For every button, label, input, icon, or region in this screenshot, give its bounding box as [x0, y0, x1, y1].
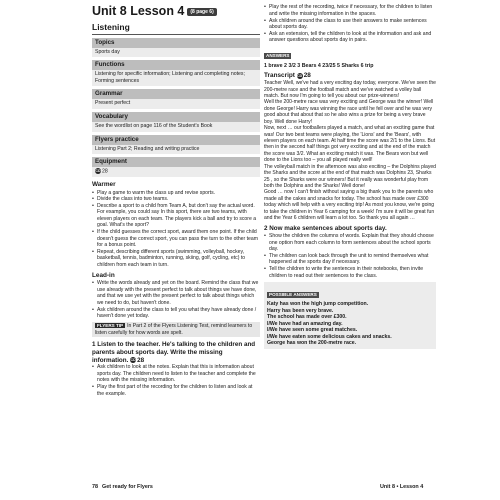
task-1-track: 28: [137, 356, 145, 364]
list-item: • Divide the class into two teams.: [92, 196, 260, 202]
footer-left: [92, 484, 153, 491]
list-item: • Repeat, describing different sports (swimming, volleyball, hockey, basketball, tennis, badminton, running, skiing, golf, cycling, etc) to children from each team in turn.: [92, 249, 260, 268]
transcript-body: [264, 80, 436, 221]
list-item: • Ask children to look at the notes. Explain that this is information about sports day. The children need to listen to the teacher and complete the notes with the missing information.: [92, 364, 260, 383]
info-box-head: Equipment: [92, 157, 260, 167]
equipment-track: 28: [102, 168, 108, 175]
answer-line: I/We have seen some great matches.: [267, 327, 358, 334]
left-column: [92, 4, 260, 397]
flyers-tip-box: [92, 322, 260, 337]
book-title: Get ready for Flyers: [102, 484, 153, 490]
answer-line: The school has made over £300.: [267, 314, 347, 321]
flyers-tip-text: In Part 2 of the Flyers Listening Test, remind learners to listen carefully for how words are spelt.: [95, 323, 253, 336]
transcript-paragraph: Well the 200-metre race was very exciting and George was the winner! Well done George! Harry was winning the race until he fell over and he was very good about that about that so he also wins a prize for being a very brave boy. Well done Harry!: [264, 99, 434, 125]
possible-answers-box: [264, 282, 436, 349]
right-column: [264, 4, 436, 349]
warmer-heading: Warmer: [92, 181, 116, 189]
info-box-body: Sports day: [95, 48, 120, 55]
cd-icon: CD: [297, 73, 303, 78]
info-box-body: Listening for specific information; Listening and completing notes; Forming sentences: [95, 71, 245, 84]
list-item: • Play the rest of the recording, twice if necessary, for the children to listen and write the missing information in the spaces.: [264, 4, 436, 17]
transcript-paragraph: Good … now I can't finish without saying a big thank you to the parents who made all the cakes and snacks for today. The school has made over £300 today which will help with a very exciting trip! As most you know, we're going to take the children in Year 6 camping for a week! I'm sure it will be great fun and the Year 6 children will learn a lot too. So thank you all again …: [264, 189, 435, 222]
title-divider: [92, 34, 260, 35]
page-number: 78: [92, 484, 98, 490]
list-item: • Ask an extension, tell the children to look at the information and ask and answer questions about sports day in pairs.: [264, 31, 436, 44]
answers-text: 1 brave 2 3/2 3 Bears 4 23/25 5 Sharks 6 trip: [264, 62, 374, 69]
answer-line: Harry has been very brave.: [267, 307, 334, 314]
info-box-head: Functions: [92, 60, 260, 70]
info-box-head: Flyers practice: [92, 135, 260, 145]
warmer-list: [92, 190, 260, 269]
info-box-topics: [92, 38, 260, 58]
task-1-list: [92, 364, 260, 397]
footer-right: Unit 8 • Lesson 4: [380, 484, 424, 490]
task-1-heading: 1 Listen to the teacher. He's talking to the children and parents about sports day. Write the missing information. CD28: [92, 341, 256, 364]
transcript-track: 28: [303, 72, 311, 80]
task-1-continued-list: [264, 4, 436, 43]
info-box-head: Topics: [92, 38, 260, 48]
answer-line: I/We have eaten some delicious cakes and snacks.: [267, 333, 392, 340]
transcript-paragraph: Now, next … our footballers played a match, and what an exciting game that was! Our two best teams were playing, the 'Lions' and the 'Bears', with eleven players on each team. At half time the score was 2/1 to the Lions. But then in the second half things got very exciting and at the end of the match the score was 3/2. What an exciting match it was. The Bears won but well done to the Lions too – you all played really well!: [264, 125, 436, 164]
transcript-paragraph: The volleyball match in the afternoon was also exciting – the Dolphins played the Sharks and the score at the end of that match was Dolphins 23, Sharks 25 , so the Sharks were our winners! But it really was wonderful play from both the Dolphins and the Sharks! Well done!: [264, 163, 436, 189]
info-box-body: Present perfect: [95, 100, 131, 107]
info-box-grammar: [92, 89, 260, 109]
cd-icon: CD: [95, 169, 101, 174]
answer-line: George has won the 200-metre race.: [267, 340, 357, 347]
leadin-heading: Lead-in: [92, 272, 115, 280]
info-box-body: Listening Part 2; Reading and writing practice: [95, 145, 200, 152]
task-2-heading: 2 Now make sentences about sports day.: [264, 225, 387, 233]
answer-line: Katy has won the high jump competition.: [267, 301, 369, 308]
list-item: • Write the words already and yet on the board. Remind the class that we use already with the present perfect to talk about things we have done, and that we use yet with the present perfect to talk about things which we need to do, but haven't done.: [92, 280, 260, 306]
answers-tag: ANSWERS: [266, 52, 290, 58]
list-item: • Ask children around the class to use their answers to make sentences about sports day.: [264, 18, 436, 31]
list-item: • Describe a sport to a child from Team A, but don't say the actual word. For example, you could say In this sport, there are two teams, with eleven players on each team. The players kick a ball and try to score a goal. What's the sport?: [92, 203, 260, 229]
task-2-list: [264, 233, 436, 279]
info-box-body: [92, 167, 260, 177]
possible-answers-tag: POSSIBLE ANSWERS: [269, 292, 317, 298]
list-item: • Play a game to warm the class up and revise sports.: [92, 190, 260, 196]
lesson-subtitle: Listening: [92, 21, 130, 32]
answer-line: I/We have had an amazing day.: [267, 320, 343, 327]
possible-answers-lines: [267, 301, 433, 347]
pages-badge: (8 page 6): [187, 8, 216, 16]
transcript-paragraph: Teacher Well, we've had a very exciting day today, everyone. We've seen the 200-metre race and the football match and we've watched a volley ball match. But now I'm going to tell you about our prize-winners!: [264, 80, 436, 100]
info-box-equipment: [92, 157, 260, 177]
lesson-title: Unit 8 Lesson 4 (8 page 6): [92, 4, 260, 19]
list-item: • The children can look back through the unit to remind themselves what happened at the sports day if necessary.: [264, 253, 436, 266]
info-box-body: See the wordlist on page 116 of the Student's Book: [95, 123, 213, 130]
info-box-vocabulary: [92, 112, 260, 132]
list-item: • If the child guesses the correct sport, award them one point. If the child doesn't guess the correct sport, you can pass the turn to the other team for a bonus point.: [92, 229, 260, 248]
info-box-head: Vocabulary: [92, 112, 260, 122]
info-box-functions: [92, 60, 260, 86]
list-item: • Play the first part of the recording for the children to listen and look at the example.: [92, 384, 260, 397]
list-item: • Show the children the columns of words. Explain that they should choose one option from each column to form sentences about the school sports day.: [264, 233, 436, 252]
info-box-flyers-practice: [92, 135, 260, 155]
leadin-list: [92, 280, 260, 319]
list-item: • Tell the children to write the sentences in their notebooks, then invite children to read out their sentences to the class.: [264, 266, 436, 279]
transcript-heading: Transcript CD28: [264, 72, 311, 80]
flyers-tip-tag: FLYERS TIP: [97, 323, 124, 329]
cd-icon: CD: [130, 357, 136, 362]
info-box-head: Grammar: [92, 89, 260, 99]
list-item: • Ask children around the class to tell you what they have already done / haven't done yet today.: [92, 307, 260, 320]
